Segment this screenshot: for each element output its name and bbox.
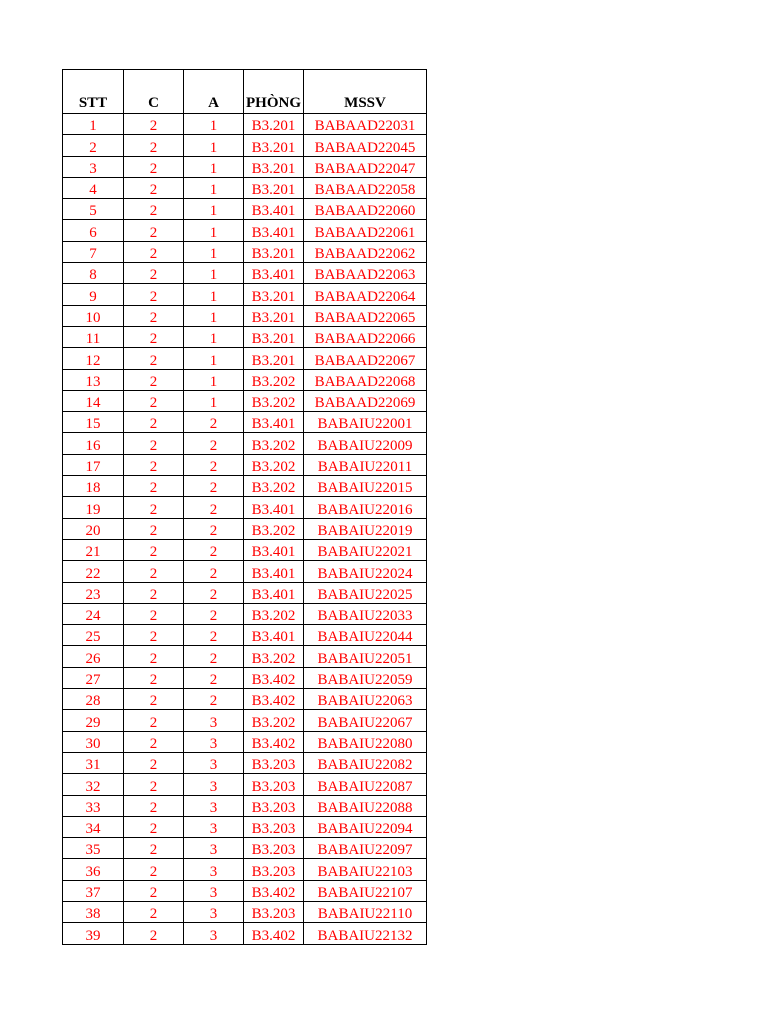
- cell-phong[interactable]: B3.402: [244, 880, 304, 901]
- cell-mssv[interactable]: BABAAD22066: [304, 326, 427, 347]
- cell-c[interactable]: 2: [124, 114, 184, 135]
- cell-c[interactable]: 2: [124, 412, 184, 433]
- cell-phong[interactable]: B3.402: [244, 689, 304, 710]
- cell-mssv[interactable]: BABAIU22094: [304, 816, 427, 837]
- cell-phong[interactable]: B3.202: [244, 518, 304, 539]
- cell-phong[interactable]: B3.402: [244, 731, 304, 752]
- cell-stt[interactable]: 8: [63, 263, 124, 284]
- table-row: [63, 731, 427, 752]
- cell-a[interactable]: 1: [184, 263, 244, 284]
- cell-phong[interactable]: B3.402: [244, 923, 304, 944]
- cell-phong[interactable]: B3.202: [244, 369, 304, 390]
- cell-c[interactable]: 2: [124, 710, 184, 731]
- cell-stt[interactable]: 38: [63, 901, 124, 922]
- cell-c[interactable]: 2: [124, 646, 184, 667]
- cell-c[interactable]: 2: [124, 838, 184, 859]
- cell-c[interactable]: 2: [124, 369, 184, 390]
- cell-c[interactable]: 2: [124, 326, 184, 347]
- cell-a[interactable]: 2: [184, 689, 244, 710]
- cell-c[interactable]: 2: [124, 859, 184, 880]
- cell-a[interactable]: 3: [184, 859, 244, 880]
- cell-a[interactable]: 2: [184, 454, 244, 475]
- cell-c[interactable]: 2: [124, 582, 184, 603]
- cell-phong[interactable]: B3.203: [244, 838, 304, 859]
- table-row: [63, 774, 427, 795]
- cell-mssv[interactable]: BABAAD22045: [304, 135, 427, 156]
- header-mssv[interactable]: MSSV: [304, 70, 427, 114]
- cell-c[interactable]: 2: [124, 156, 184, 177]
- cell-a[interactable]: 2: [184, 582, 244, 603]
- table-row: [63, 412, 427, 433]
- cell-mssv[interactable]: BABAIU22009: [304, 433, 427, 454]
- table-row: [63, 177, 427, 198]
- table-row: [63, 497, 427, 518]
- cell-phong[interactable]: B3.202: [244, 603, 304, 624]
- cell-phong[interactable]: B3.401: [244, 539, 304, 560]
- table-row: [63, 923, 427, 944]
- cell-a[interactable]: 2: [184, 539, 244, 560]
- table-row: [63, 476, 427, 497]
- table-row: [63, 369, 427, 390]
- cell-mssv[interactable]: BABAAD22064: [304, 284, 427, 305]
- cell-phong[interactable]: B3.401: [244, 412, 304, 433]
- table-row: [63, 646, 427, 667]
- spreadsheet-sheet: [62, 69, 427, 945]
- cell-phong[interactable]: B3.402: [244, 667, 304, 688]
- student-room-table: [62, 69, 427, 945]
- cell-mssv[interactable]: BABAIU22067: [304, 710, 427, 731]
- table-row: [63, 348, 427, 369]
- cell-a[interactable]: 2: [184, 518, 244, 539]
- cell-a[interactable]: 1: [184, 177, 244, 198]
- cell-stt[interactable]: 29: [63, 710, 124, 731]
- cell-c[interactable]: 2: [124, 390, 184, 411]
- cell-a[interactable]: 1: [184, 284, 244, 305]
- cell-stt[interactable]: 20: [63, 518, 124, 539]
- table-row: [63, 284, 427, 305]
- cell-stt[interactable]: 17: [63, 454, 124, 475]
- cell-mssv[interactable]: BABAIU22019: [304, 518, 427, 539]
- cell-c[interactable]: 2: [124, 667, 184, 688]
- cell-c[interactable]: 2: [124, 539, 184, 560]
- table-row: [63, 433, 427, 454]
- cell-stt[interactable]: 27: [63, 667, 124, 688]
- cell-stt[interactable]: 6: [63, 220, 124, 241]
- cell-mssv[interactable]: BABAIU22080: [304, 731, 427, 752]
- table-row: [63, 603, 427, 624]
- table-row: [63, 667, 427, 688]
- cell-c[interactable]: 2: [124, 689, 184, 710]
- cell-mssv[interactable]: BABAIU22024: [304, 561, 427, 582]
- cell-mssv[interactable]: BABAAD22069: [304, 390, 427, 411]
- cell-c[interactable]: 2: [124, 241, 184, 262]
- cell-phong[interactable]: B3.401: [244, 199, 304, 220]
- cell-a[interactable]: 3: [184, 731, 244, 752]
- cell-c[interactable]: 2: [124, 923, 184, 944]
- cell-a[interactable]: 2: [184, 561, 244, 582]
- cell-a[interactable]: 2: [184, 497, 244, 518]
- cell-phong[interactable]: B3.201: [244, 305, 304, 326]
- cell-c[interactable]: 2: [124, 603, 184, 624]
- table-row: [63, 114, 427, 135]
- table-row: [63, 263, 427, 284]
- cell-a[interactable]: 1: [184, 241, 244, 262]
- cell-phong[interactable]: B3.202: [244, 390, 304, 411]
- cell-mssv[interactable]: BABAIU22015: [304, 476, 427, 497]
- table-row: [63, 135, 427, 156]
- cell-c[interactable]: 2: [124, 476, 184, 497]
- cell-stt[interactable]: 5: [63, 199, 124, 220]
- header-phong[interactable]: PHÒNG: [244, 70, 304, 114]
- cell-stt[interactable]: 15: [63, 412, 124, 433]
- cell-stt[interactable]: 24: [63, 603, 124, 624]
- cell-a[interactable]: 2: [184, 412, 244, 433]
- header-row: [63, 70, 427, 114]
- cell-phong[interactable]: B3.203: [244, 774, 304, 795]
- cell-a[interactable]: 2: [184, 433, 244, 454]
- cell-phong[interactable]: B3.401: [244, 625, 304, 646]
- cell-c[interactable]: 2: [124, 135, 184, 156]
- table-row: [63, 156, 427, 177]
- cell-a[interactable]: 1: [184, 369, 244, 390]
- cell-stt[interactable]: 34: [63, 816, 124, 837]
- cell-mssv[interactable]: BABAIU22087: [304, 774, 427, 795]
- table-body: [63, 114, 427, 945]
- cell-stt[interactable]: 22: [63, 561, 124, 582]
- cell-c[interactable]: 2: [124, 901, 184, 922]
- cell-stt[interactable]: 2: [63, 135, 124, 156]
- cell-stt[interactable]: 36: [63, 859, 124, 880]
- cell-c[interactable]: 2: [124, 774, 184, 795]
- cell-mssv[interactable]: BABAIU22107: [304, 880, 427, 901]
- cell-a[interactable]: 1: [184, 135, 244, 156]
- header-a[interactable]: A: [184, 70, 244, 114]
- cell-mssv[interactable]: BABAAD22068: [304, 369, 427, 390]
- header-c[interactable]: C: [124, 70, 184, 114]
- cell-mssv[interactable]: BABAAD22060: [304, 199, 427, 220]
- cell-c[interactable]: 2: [124, 816, 184, 837]
- table-row: [63, 518, 427, 539]
- cell-a[interactable]: 3: [184, 752, 244, 773]
- cell-c[interactable]: 2: [124, 795, 184, 816]
- cell-mssv[interactable]: BABAAD22058: [304, 177, 427, 198]
- cell-stt[interactable]: 39: [63, 923, 124, 944]
- cell-a[interactable]: 1: [184, 199, 244, 220]
- cell-phong[interactable]: B3.401: [244, 561, 304, 582]
- cell-mssv[interactable]: BABAIU22033: [304, 603, 427, 624]
- table-row: [63, 305, 427, 326]
- cell-c[interactable]: 2: [124, 518, 184, 539]
- cell-c[interactable]: 2: [124, 561, 184, 582]
- cell-c[interactable]: 2: [124, 625, 184, 646]
- cell-a[interactable]: 3: [184, 774, 244, 795]
- cell-stt[interactable]: 9: [63, 284, 124, 305]
- cell-mssv[interactable]: BABAAD22062: [304, 241, 427, 262]
- cell-a[interactable]: 3: [184, 838, 244, 859]
- cell-c[interactable]: 2: [124, 880, 184, 901]
- cell-stt[interactable]: 18: [63, 476, 124, 497]
- cell-phong[interactable]: B3.202: [244, 454, 304, 475]
- cell-stt[interactable]: 1: [63, 114, 124, 135]
- cell-stt[interactable]: 23: [63, 582, 124, 603]
- cell-a[interactable]: 3: [184, 816, 244, 837]
- cell-c[interactable]: 2: [124, 220, 184, 241]
- cell-c[interactable]: 2: [124, 454, 184, 475]
- cell-stt[interactable]: 13: [63, 369, 124, 390]
- cell-mssv[interactable]: BABAAD22047: [304, 156, 427, 177]
- cell-a[interactable]: 2: [184, 625, 244, 646]
- cell-stt[interactable]: 16: [63, 433, 124, 454]
- cell-mssv[interactable]: BABAIU22103: [304, 859, 427, 880]
- cell-phong[interactable]: B3.401: [244, 220, 304, 241]
- cell-stt[interactable]: 31: [63, 752, 124, 773]
- cell-a[interactable]: 1: [184, 220, 244, 241]
- cell-c[interactable]: 2: [124, 177, 184, 198]
- cell-phong[interactable]: B3.202: [244, 710, 304, 731]
- cell-mssv[interactable]: BABAIU22059: [304, 667, 427, 688]
- cell-mssv[interactable]: BABAAD22067: [304, 348, 427, 369]
- table-row: [63, 859, 427, 880]
- cell-a[interactable]: 3: [184, 795, 244, 816]
- table-row: [63, 689, 427, 710]
- table-row: [63, 838, 427, 859]
- cell-a[interactable]: 3: [184, 923, 244, 944]
- cell-stt[interactable]: 10: [63, 305, 124, 326]
- table-row: [63, 880, 427, 901]
- table-row: [63, 816, 427, 837]
- cell-c[interactable]: 2: [124, 731, 184, 752]
- cell-phong[interactable]: B3.401: [244, 497, 304, 518]
- cell-a[interactable]: 1: [184, 114, 244, 135]
- cell-stt[interactable]: 26: [63, 646, 124, 667]
- cell-a[interactable]: 1: [184, 326, 244, 347]
- cell-mssv[interactable]: BABAIU22110: [304, 901, 427, 922]
- cell-phong[interactable]: B3.201: [244, 177, 304, 198]
- cell-c[interactable]: 2: [124, 199, 184, 220]
- cell-c[interactable]: 2: [124, 284, 184, 305]
- cell-c[interactable]: 2: [124, 497, 184, 518]
- cell-a[interactable]: 3: [184, 901, 244, 922]
- cell-a[interactable]: 2: [184, 603, 244, 624]
- cell-phong[interactable]: B3.203: [244, 859, 304, 880]
- table-row: [63, 710, 427, 731]
- cell-mssv[interactable]: BABAAD22065: [304, 305, 427, 326]
- cell-phong[interactable]: B3.401: [244, 582, 304, 603]
- cell-mssv[interactable]: BABAAD22063: [304, 263, 427, 284]
- cell-stt[interactable]: 4: [63, 177, 124, 198]
- cell-mssv[interactable]: BABAIU22088: [304, 795, 427, 816]
- table-row: [63, 752, 427, 773]
- cell-phong[interactable]: B3.202: [244, 646, 304, 667]
- table-row: [63, 539, 427, 560]
- cell-phong[interactable]: B3.401: [244, 263, 304, 284]
- cell-c[interactable]: 2: [124, 752, 184, 773]
- cell-phong[interactable]: B3.201: [244, 348, 304, 369]
- table-row: [63, 220, 427, 241]
- cell-mssv[interactable]: BABAIU22063: [304, 689, 427, 710]
- cell-stt[interactable]: 33: [63, 795, 124, 816]
- cell-phong[interactable]: B3.201: [244, 284, 304, 305]
- cell-phong[interactable]: B3.201: [244, 326, 304, 347]
- cell-c[interactable]: 2: [124, 433, 184, 454]
- cell-mssv[interactable]: BABAIU22016: [304, 497, 427, 518]
- cell-phong[interactable]: B3.201: [244, 241, 304, 262]
- table-row: [63, 795, 427, 816]
- cell-a[interactable]: 1: [184, 305, 244, 326]
- cell-mssv[interactable]: BABAIU22132: [304, 923, 427, 944]
- cell-phong[interactable]: B3.201: [244, 135, 304, 156]
- cell-c[interactable]: 2: [124, 305, 184, 326]
- table-row: [63, 454, 427, 475]
- cell-mssv[interactable]: BABAAD22061: [304, 220, 427, 241]
- cell-a[interactable]: 1: [184, 390, 244, 411]
- cell-a[interactable]: 2: [184, 646, 244, 667]
- cell-mssv[interactable]: BABAIU22025: [304, 582, 427, 603]
- cell-stt[interactable]: 11: [63, 326, 124, 347]
- cell-phong[interactable]: B3.202: [244, 476, 304, 497]
- cell-stt[interactable]: 3: [63, 156, 124, 177]
- table-row: [63, 625, 427, 646]
- cell-mssv[interactable]: BABAIU22082: [304, 752, 427, 773]
- cell-phong[interactable]: B3.201: [244, 114, 304, 135]
- cell-c[interactable]: 2: [124, 263, 184, 284]
- cell-mssv[interactable]: BABAIU22097: [304, 838, 427, 859]
- cell-stt[interactable]: 28: [63, 689, 124, 710]
- table-header: [63, 70, 427, 114]
- cell-mssv[interactable]: BABAIU22011: [304, 454, 427, 475]
- cell-stt[interactable]: 14: [63, 390, 124, 411]
- cell-stt[interactable]: 7: [63, 241, 124, 262]
- cell-phong[interactable]: B3.203: [244, 795, 304, 816]
- cell-phong[interactable]: B3.203: [244, 816, 304, 837]
- table-row: [63, 582, 427, 603]
- cell-mssv[interactable]: BABAAD22031: [304, 114, 427, 135]
- cell-a[interactable]: 3: [184, 880, 244, 901]
- cell-stt[interactable]: 19: [63, 497, 124, 518]
- cell-stt[interactable]: 35: [63, 838, 124, 859]
- cell-stt[interactable]: 21: [63, 539, 124, 560]
- cell-a[interactable]: 1: [184, 348, 244, 369]
- cell-stt[interactable]: 32: [63, 774, 124, 795]
- table-row: [63, 326, 427, 347]
- table-row: [63, 241, 427, 262]
- cell-c[interactable]: 2: [124, 348, 184, 369]
- header-stt[interactable]: STT: [63, 70, 124, 114]
- cell-phong[interactable]: B3.201: [244, 156, 304, 177]
- table-row: [63, 390, 427, 411]
- cell-stt[interactable]: 25: [63, 625, 124, 646]
- table-row: [63, 199, 427, 220]
- cell-mssv[interactable]: BABAIU22044: [304, 625, 427, 646]
- cell-a[interactable]: 3: [184, 710, 244, 731]
- cell-phong[interactable]: B3.203: [244, 752, 304, 773]
- cell-stt[interactable]: 30: [63, 731, 124, 752]
- cell-stt[interactable]: 37: [63, 880, 124, 901]
- cell-phong[interactable]: B3.202: [244, 433, 304, 454]
- cell-phong[interactable]: B3.203: [244, 901, 304, 922]
- table-row: [63, 901, 427, 922]
- cell-mssv[interactable]: BABAIU22051: [304, 646, 427, 667]
- cell-mssv[interactable]: BABAIU22021: [304, 539, 427, 560]
- cell-mssv[interactable]: BABAIU22001: [304, 412, 427, 433]
- cell-a[interactable]: 1: [184, 156, 244, 177]
- cell-a[interactable]: 2: [184, 667, 244, 688]
- cell-stt[interactable]: 12: [63, 348, 124, 369]
- cell-a[interactable]: 2: [184, 476, 244, 497]
- table-row: [63, 561, 427, 582]
